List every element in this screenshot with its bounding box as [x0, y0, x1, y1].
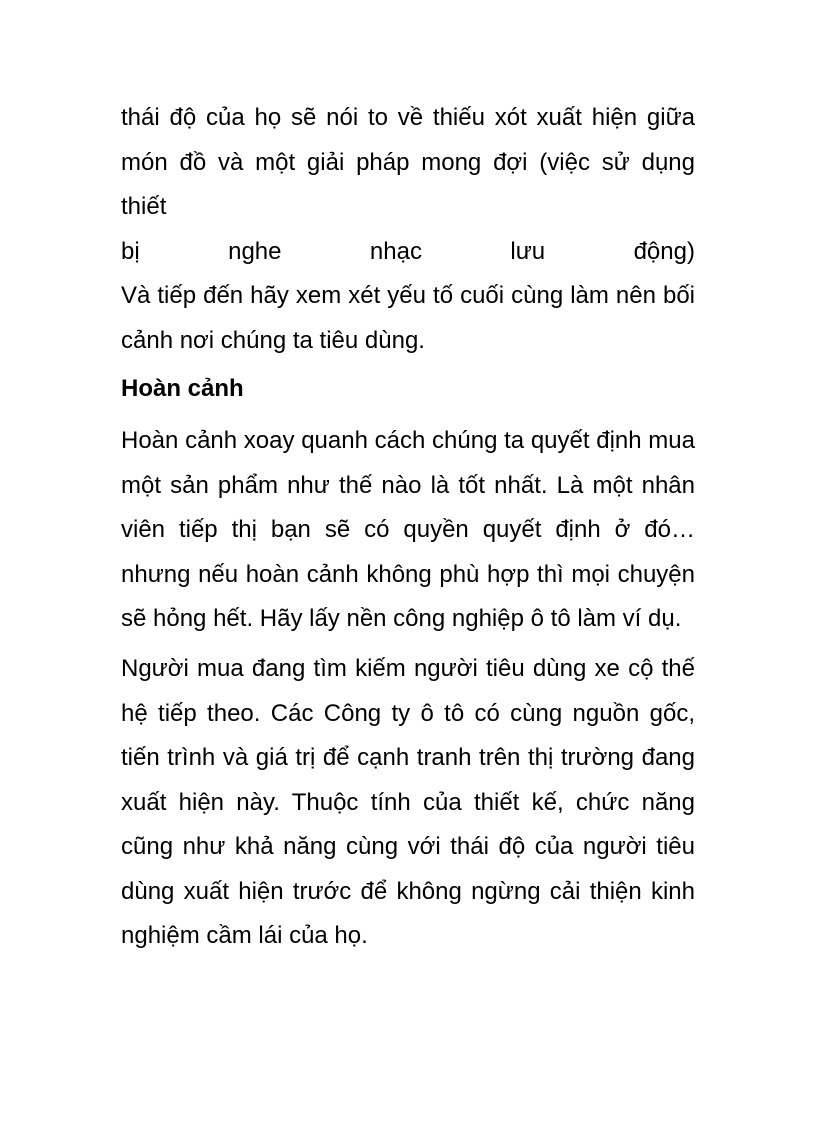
word-nhac: nhạc	[369, 237, 422, 265]
word-dong: động)	[633, 237, 695, 265]
paragraph-3	[121, 419, 695, 642]
paragraph-1-last-line	[121, 230, 695, 275]
section-heading: Hoàn cảnh	[121, 375, 244, 402]
word-nghe: nghe	[228, 237, 282, 265]
paragraph-3-body: Hoàn cảnh xoay quanh cách chúng ta quyết định mua một sản phẩm như thế nào là tốt nhất. Là một nhân viên tiếp thị bạn sẽ có quyền quyết định ở đó… nhưng nếu hoàn cảnh không phù hợp thì mọi chuyện sẽ hỏng hết. Hãy lấy nền công nghiệp ô tô làm ví dụ.	[121, 427, 695, 632]
paragraph-4	[121, 647, 695, 959]
word-bi: bị	[121, 237, 140, 265]
paragraph-2	[121, 274, 695, 363]
paragraph-1-body: thái độ của họ sẽ nói to về thiếu xót xuất hiện giữa món đồ và một giải pháp mong đợi (việc sử dụng thiết	[121, 104, 695, 220]
paragraph-2-body: Và tiếp đến hãy xem xét yếu tố cuối cùng làm nên bối cảnh nơi chúng ta tiêu dùng.	[121, 282, 695, 354]
paragraph-1	[121, 96, 695, 274]
paragraph-4-body: Người mua đang tìm kiếm người tiêu dùng xe cộ thế hệ tiếp theo. Các Công ty ô tô có cùng nguồn gốc, tiến trình và giá trị để cạnh tranh trên thị trường đang xuất hiện này. Thuộc tính của thiết kế, chức năng cũng như khả năng cùng với thái độ của người tiêu dùng xuất hiện trước để không ngừng cải thiện kinh nghiệm cầm lái của họ.	[121, 655, 695, 949]
word-luu: lưu	[510, 237, 546, 265]
